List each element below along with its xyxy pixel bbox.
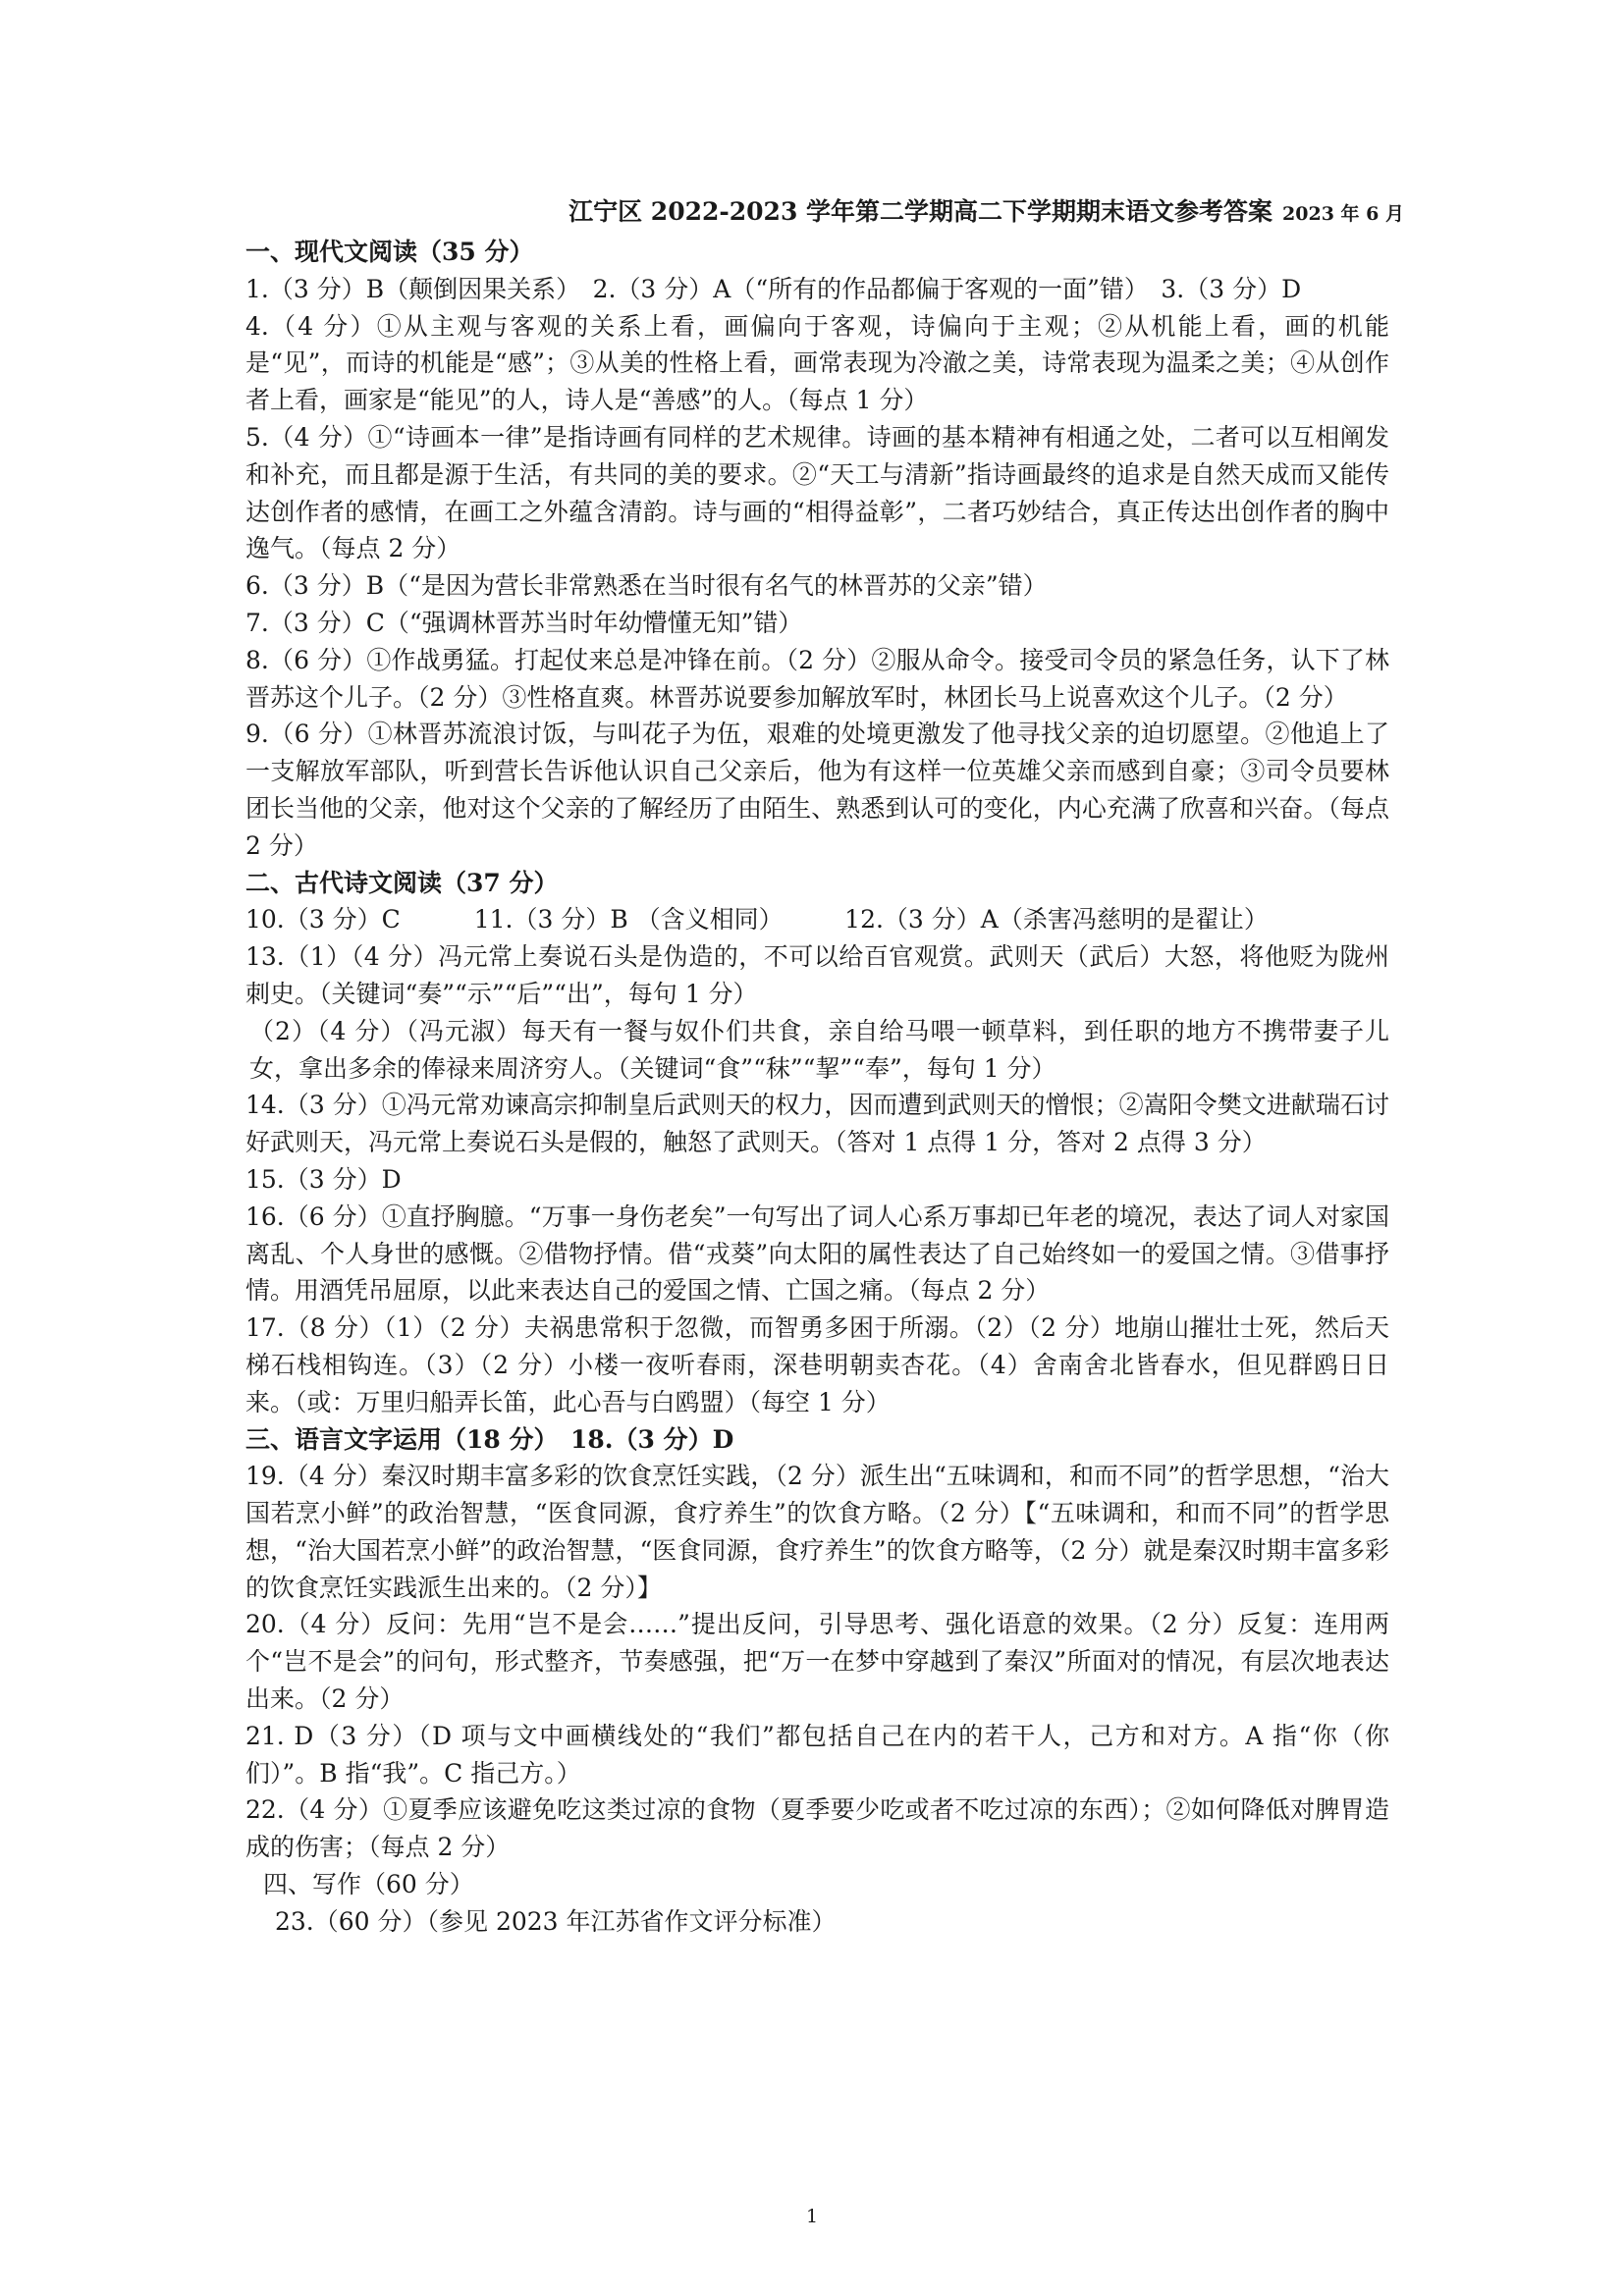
title-date: 2023 年 6 月	[1282, 203, 1404, 225]
answer-line: 23.（60 分）（参见 2023 年江苏省作文评分标准）	[275, 1906, 837, 1936]
answer-line: 19.（4 分）秦汉时期丰富多彩的饮食烹饪实践，（2 分）派生出“五味调和，和而不同”的哲学思想，“治大国若烹小鲜”的政治智慧，“医食同源，食疗养生”的饮食方略。（2 分）【“五味调和，和而不同”的哲学思想，“治大国若烹小鲜”的政治智慧，“医食同源，食疗养生”的饮食方略等，（2 分）就是秦汉时期丰富多彩的饮食烹饪实践派生出来的。（2 分）】	[245, 1462, 1389, 1602]
answer-line: 16.（6 分）①直抒胸臆。“万事一身伤老矣”一句写出了词人心系万事却已年老的境况，表达了词人对家国离乱、个人身世的感慨。②借物抒情。借“戎葵”向太阳的属性表达了自己始终如一的爱国之情。③借事抒情。用酒凭吊屈原，以此来表达自己的爱国之情、亡国之痛。（每点 2 分）	[245, 1201, 1389, 1306]
answer-line: 14.（3 分）①冯元常劝谏高宗抑制皇后武则天的权力，因而遭到武则天的憎恨；②嵩阳令樊文进献瑞石讨好武则天，冯元常上奏说石头是假的，触怒了武则天。（答对 1 点得 1 分，答对 2 点得 3 分）	[245, 1091, 1389, 1157]
section-heading: 一、现代文阅读（35 分）	[245, 238, 534, 266]
answer-line: 1.（3 分）B（颠倒因果关系） 2.（3 分）A（“所有的作品都偏于客观的一面”错） 3.（3 分）D	[245, 274, 1302, 303]
document-title	[245, 196, 1404, 230]
page-number: 1	[805, 2206, 819, 2227]
title-text: 江宁区 2022-2023 学年第二学期高二下学期期末语文参考答案	[568, 197, 1273, 226]
answer-line: （2）（4 分）（冯元淑）每天有一餐与奴仆们共食，亲自给马喂一顿草料，到任职的地方不携带妻子儿女，拿出多余的俸禄来周济穷人。（关键词“食”“秣”“挈”“奉”，每句 1 分）	[249, 1016, 1389, 1083]
answer-line: 7.（3 分）C（“强调林晋苏当时年幼懵懂无知”错）	[245, 608, 803, 637]
answer-line: 17.（8 分）（1）（2 分）夫祸患常积于忽微，而智勇多困于所溺。（2）（2 分）地崩山摧壮士死，然后天梯石栈相钩连。（3）（2 分）小楼一夜听春雨，深巷明朝卖杏花。（4）舍南舍北皆春水，但见群鸥日日来。（或：万里归船弄长笛，此心吾与白鸥盟）（每空 1 分）	[245, 1313, 1389, 1416]
answer-content	[245, 234, 1389, 1941]
answer-line: 9.（6 分）①林晋苏流浪讨饭，与叫花子为伍，艰难的处境更激发了他寻找父亲的迫切愿望。②他追上了一支解放军部队，听到营长告诉他认识自己父亲后，他为有这样一位英雄父亲而感到自豪；③司令员要林团长当他的父亲，他对这个父亲的了解经历了由陌生、熟悉到认可的变化，内心充满了欣喜和兴奋。（每点 2 分）	[245, 720, 1389, 860]
answer-line: 21. D（3 分）（D 项与文中画横线处的“我们”都包括自己在内的若干人，己方和对方。A 指“你（你们）”。B 指“我”。C 指己方。）	[245, 1721, 1389, 1788]
section-heading: 二、古代诗文阅读（37 分）	[245, 868, 559, 897]
answer-line: 8.（6 分）①作战勇猛。打起仗来总是冲锋在前。（2 分）②服从命令。接受司令员的紧急任务，认下了林晋苏这个儿子。（2 分）③性格直爽。林晋苏说要参加解放军时，林团长马上说喜欢这个儿子。（2 分）	[245, 645, 1389, 712]
answer-line: 13.（1）（4 分）冯元常上奏说石头是伪造的，不可以给百官观赏。武则天（武后）大怒，将他贬为陇州刺史。（关键词“奏”“示”“后”“出”，每句 1 分）	[245, 942, 1389, 1008]
section-heading: 三、语言文字运用（18 分） 18.（3 分）D	[245, 1424, 734, 1454]
answer-line: 6.（3 分）B（“是因为营长非常熟悉在当时很有名气的林晋苏的父亲”错）	[245, 571, 1048, 601]
answer-line: 四、写作（60 分）	[263, 1870, 474, 1899]
answer-line: 5.（4 分）①“诗画本一律”是指诗画有同样的艺术规律。诗画的基本精神有相通之处，二者可以互相阐发和补充，而且都是源于生活，有共同的美的要求。②“天工与清新”指诗画最终的追求是自然天成而又能传达创作者的感情，在画工之外蕴含清韵。诗与画的“相得益彰”，二者巧妙结合，真正传达出创作者的胸中逸气。（每点 2 分）	[245, 422, 1389, 563]
answer-line: 15.（3 分）D	[245, 1164, 402, 1194]
answer-line: 22.（4 分）①夏季应该避免吃这类过凉的食物（夏季要少吃或者不吃过凉的东西）；②如何降低对脾胃造成的伤害；（每点 2 分）	[245, 1795, 1389, 1862]
answer-line: 20.（4 分）反问：先用“岂不是会……”提出反问，引导思考、强化语意的效果。（2 分）反复：连用两个“岂不是会”的问句，形式整齐，节奏感强，把“万一在梦中穿越到了秦汉”所面对的情况，有层次地表达出来。（2 分）	[245, 1610, 1389, 1714]
answer-line: 4.（4 分）①从主观与客观的关系上看，画偏向于客观，诗偏向于主观；②从机能上看，画的机能是“见”，而诗的机能是“感”；③从美的性格上看，画常表现为冷澈之美，诗常表现为温柔之美；④从创作者上看，画家是“能见”的人，诗人是“善感”的人。（每点 1 分）	[245, 311, 1389, 415]
answer-line: 10.（3 分）C 11.（3 分）B （含义相同） 12.（3 分）A（杀害冯慈明的是翟让）	[245, 905, 1269, 934]
